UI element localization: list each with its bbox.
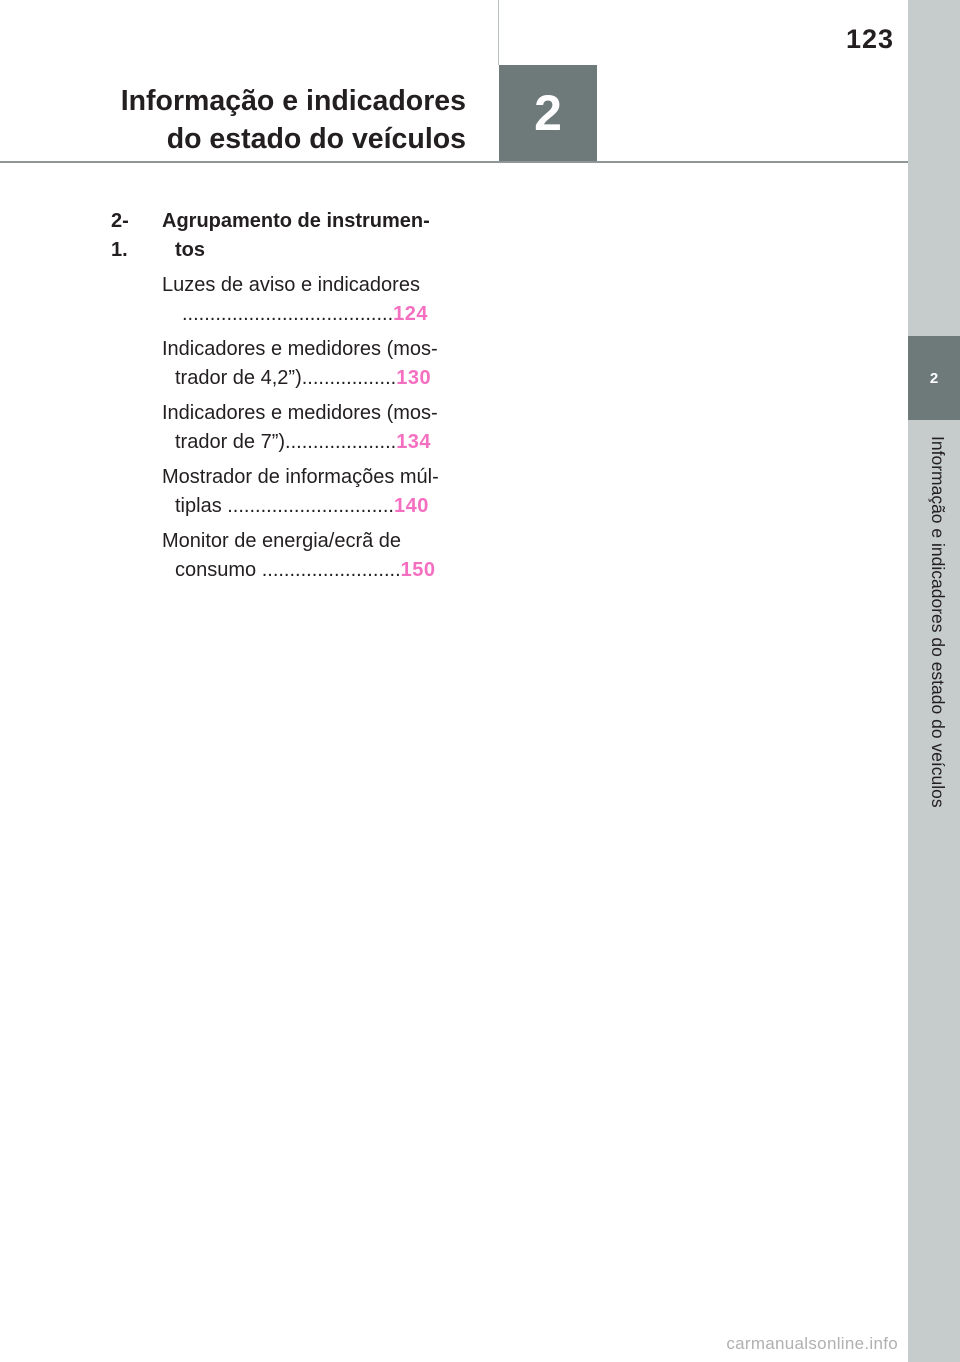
chapter-title-line-1: Informação e indicadores [120,85,466,117]
toc-entry-title: Luzes de aviso e indicadores [162,274,420,296]
toc-entry-title: Indicadores e medidores (mos- [162,338,438,360]
header-rule [0,161,908,163]
toc-entry-page-link[interactable]: 150 [400,559,436,581]
toc-entry-gauges-7[interactable] [162,399,462,457]
toc-entry-energy-monitor[interactable] [162,527,462,585]
toc-entry-leader: ...................................... [182,303,394,325]
toc-entry-page-link[interactable]: 130 [396,367,432,389]
chapter-title [121,82,466,158]
toc-entry-page-link[interactable]: 140 [393,495,429,517]
header-divider-vertical [498,0,499,65]
page-number: 123 [845,24,894,54]
toc-entry-title-cont: tiplas .............................. [175,495,394,517]
side-tab-number: 2 [929,369,939,387]
section-title-line-1: Agrupamento de instrumen- [162,210,430,232]
toc-entry-title-cont: trador de 7”).................... [175,431,397,453]
toc-entry-title: Monitor de energia/ecrã de [162,530,402,552]
chapter-number-box [499,65,597,161]
section-title-line-2: tos [175,239,205,261]
chapter-title-line-2: do estado do veículos [166,123,466,155]
section-title [162,207,462,265]
side-chapter-tab[interactable] [908,336,960,420]
toc-entry-title: Indicadores e medidores (mos- [162,402,438,424]
toc-entry-gauges-4-2[interactable] [162,335,462,393]
side-chapter-label: Informação e indicadores do estado do veículos [928,436,948,808]
toc-entry-title-cont: trador de 4,2”)................. [175,367,397,389]
toc-entry-multi-info-display[interactable] [162,463,462,521]
toc-entry-title-cont: consumo ......................... [175,559,401,581]
toc-entry-warning-lights[interactable] [162,271,462,329]
toc-entry-page-link[interactable]: 134 [396,431,432,453]
watermark: carmanualsonline.info [726,1334,898,1353]
section-number: 2-1. [111,210,129,261]
toc-entry-page-link[interactable]: 124 [393,303,429,325]
toc-entry-title: Mostrador de informações múl- [162,466,439,488]
chapter-number: 2 [534,85,562,141]
